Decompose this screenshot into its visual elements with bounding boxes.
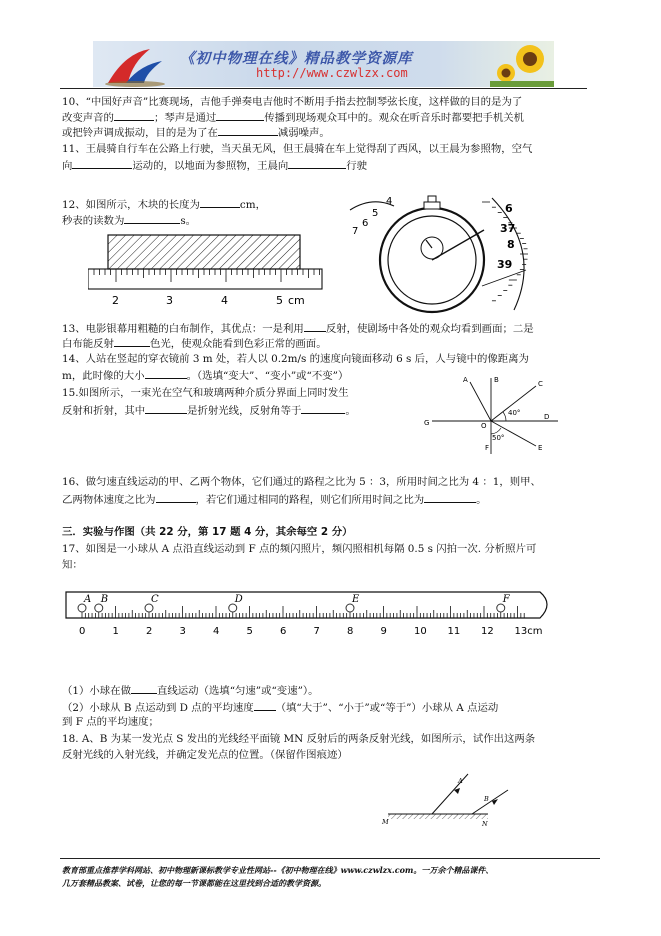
q11-line1: 11、王晨骑自行车在公路上行驶，当天虽无风，但王晨骑在车上觉得刮了西风，以王晨为参照物，空气 (62, 143, 533, 155)
strobe-ruler-number: 12 (481, 626, 494, 637)
q17-sub1: （1）小球在做 直线运动（选填“匀速”或“变速”）。 (62, 682, 318, 698)
svg-text:E: E (538, 444, 543, 452)
q17-line1: 17、如图是一小球从 A 点沿直线运动到 F 点的频闪照片，频闪照相机每隔 0.5 s 闪拍一次. 分析照片可 (62, 543, 537, 555)
sunflower-decoration (490, 41, 554, 87)
svg-text:8: 8 (507, 238, 515, 251)
strobe-ruler-number: 8 (347, 626, 354, 637)
svg-text:N: N (482, 820, 488, 828)
svg-text:C: C (538, 380, 543, 388)
footer-line2: 几万套精品教案、试卷，让您的每一节课都能在这里找到合适的教学资源。 (62, 878, 326, 888)
strobe-ruler-number: 3 (179, 626, 186, 637)
ruler-label-5: 5 (276, 294, 283, 307)
header-rule (60, 88, 587, 89)
svg-text:A: A (463, 376, 468, 384)
strobe-ball-label-d: D (234, 594, 243, 605)
svg-text:A: A (458, 777, 463, 785)
strobe-ruler-number: 13cm (514, 626, 543, 637)
svg-text:6: 6 (362, 218, 369, 229)
strobe-ball-f (497, 604, 505, 612)
footer-rule (60, 858, 600, 859)
svg-text:O: O (481, 422, 487, 430)
q16-line1: 16、做匀速直线运动的甲、乙两个物体，它们通过的路程之比为 5 ：3，所用时间之比为 4 ：1，则甲、 (62, 476, 541, 488)
ruler-block-figure (88, 230, 334, 312)
strobe-ruler-number: 4 (213, 626, 220, 637)
q10-line2: 改变声音的 ；琴声是通过 传播到现场观众耳中的。观众在听音乐时都要把手机关机 (62, 109, 524, 125)
strobe-ruler-number: 5 (246, 626, 253, 637)
strobe-ruler-number: 1 (112, 626, 119, 637)
q10-line1: 10、“中国好声音”比赛现场，吉他手弹奏电吉他时不断用手指去控制琴弦长度，这样做的目的是为了 (62, 96, 523, 108)
q14-line1: 14、人站在竖起的穿衣镜前 3 m 处，若人以 0.2m/s 的速度向镜面移动 6 s 后，人与镜中的像距离为 (62, 353, 529, 365)
svg-text:B: B (494, 376, 499, 384)
strobe-ball-d (229, 604, 237, 612)
ruler-label-3: 3 (166, 294, 173, 307)
svg-text:6: 6 (505, 202, 513, 215)
svg-text:D: D (544, 413, 550, 421)
strobe-ruler-number: 7 (313, 626, 320, 637)
q16-line2: 乙两物体速度之比为 ，若它们通过相同的路程，则它们所用时间之比为 。 (62, 491, 487, 507)
ruler-label-4: 4 (221, 294, 228, 307)
stopwatch-crown (424, 202, 440, 209)
q17-sub2-cont: 到 F 点的平均速度； (62, 716, 159, 728)
strobe-ball-c (145, 604, 153, 612)
strobe-ruler-number: 11 (447, 626, 461, 637)
ruler-label-2: 2 (112, 294, 119, 307)
strobe-ruler-number: 9 (380, 626, 387, 637)
ruler-label-unit: cm (288, 294, 305, 307)
strobe-ruler-number: 2 (146, 626, 153, 637)
banner-title: 《初中物理在线》精品教学资源库 (180, 50, 413, 67)
refraction-figure (418, 370, 564, 456)
reflected-ray-b (472, 790, 508, 814)
strobe-ball-label-c: C (151, 594, 159, 605)
q12-line2: 秒表的读数为 s。 (62, 212, 196, 228)
svg-text:39: 39 (497, 258, 513, 271)
strobe-ruler-number: 0 (79, 626, 86, 637)
q15-line2: 反射和折射，其中 是折射光线，反射角等于 。 (62, 402, 356, 418)
q17-line2: 知： (62, 559, 83, 571)
svg-text:G: G (424, 419, 430, 427)
q13-line2: 白布能反射 色光，使观众能看到色彩正常的画面。 (62, 335, 327, 351)
svg-text:F: F (485, 444, 490, 452)
q14-line2: m，此时像的大小 。（选填“变大”、“变小”或“不变”） (62, 367, 348, 383)
strobe-ruler-figure (62, 586, 558, 646)
q13-line1: 13、电影银幕用粗糙的白布制作，其优点：一是利用 反射，使剧场中各处的观众均看到画面；二是 (62, 320, 534, 336)
svg-text:B: B (484, 795, 489, 803)
strobe-ruler-number: 10 (414, 626, 427, 637)
q18-line2: 反射光线的入射光线，并确定发光点的位置。（保留作图痕迹） (62, 749, 348, 761)
strobe-ruler-number: 6 (280, 626, 287, 637)
q10-line3: 或把铃声调成振动，目的是为了在 减弱噪声。 (62, 124, 330, 140)
svg-text:7: 7 (352, 226, 359, 237)
svg-text:40°: 40° (508, 409, 521, 417)
mirror-figure (372, 770, 522, 832)
section-3-title: 三．实验与作图（共 22 分，第 17 题 4 分，其余每空 2 分） (62, 526, 353, 538)
q17-sub2: （2）小球从 B 点运动到 D 点的平均速度 （填“大于”、“小于”或“等于”）小球从 A 点运动 (62, 699, 498, 715)
q18-line1: 18. A、B 为某一发光点 S 发出的光线经平面镜 MN 反射后的两条反射光线，如图所示，试作出这两条 (62, 733, 536, 745)
strobe-ball-a (78, 604, 86, 612)
footer-line1: 教育部重点推荐学科网站、初中物理新课标教学专业性网站--《初中物理在线》www.czwlzx.com。一万余个精品课件、 (62, 865, 494, 875)
q15-line1: 15.如图所示，一束光在空气和玻璃两种介质分界面上同时发生 (62, 387, 349, 399)
strobe-ball-label-b: B (100, 594, 109, 605)
site-logo (100, 43, 170, 87)
wood-block (108, 235, 300, 269)
svg-text:4: 4 (386, 196, 393, 207)
svg-text:M: M (382, 818, 389, 826)
mirror-hatch (388, 814, 488, 819)
svg-text:5: 5 (372, 208, 379, 219)
strobe-ball-e (346, 604, 354, 612)
svg-text:37: 37 (500, 222, 516, 235)
q12-line1: 12、如图所示，木块的长度为 cm， (62, 196, 266, 212)
q11-line2: 向 运动的，以地面为参照物，王晨向 行驶 (62, 157, 367, 173)
strobe-ball-b (95, 604, 103, 612)
stopwatch-figure (342, 190, 554, 318)
strobe-ball-label-e: E (352, 594, 360, 605)
banner-url[interactable]: http://www.czwlzx.com (256, 66, 408, 80)
strobe-ball-label-a: A (84, 594, 92, 605)
svg-text:50°: 50° (492, 434, 505, 442)
strobe-ball-label-f: F (502, 594, 510, 605)
